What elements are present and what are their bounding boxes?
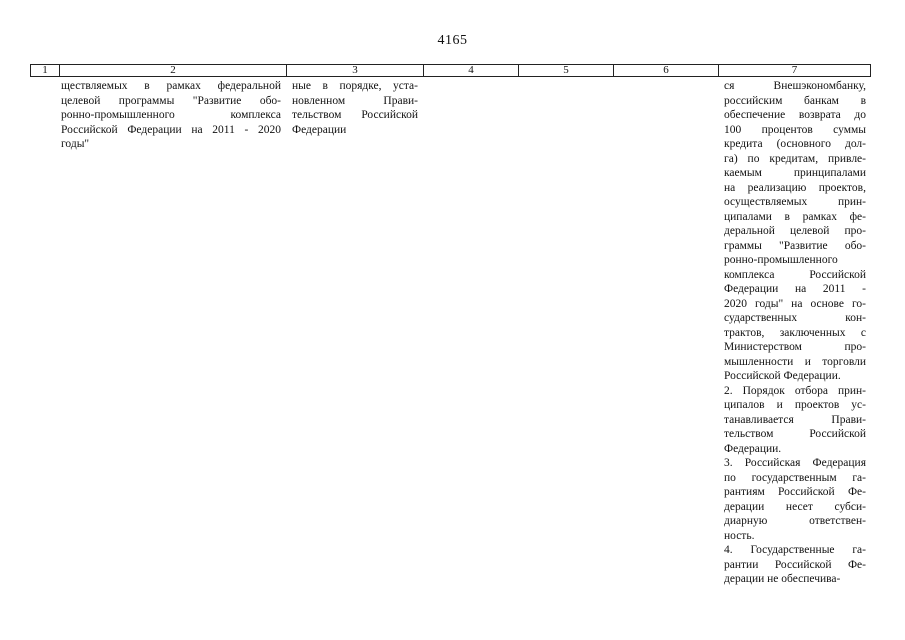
text-line: Федерации.	[724, 442, 782, 455]
column-header-4: 4	[423, 64, 518, 77]
text-line: ронно-промышленного комплекса	[61, 109, 281, 121]
text-line: Российской Федерации.	[724, 370, 841, 382]
text-line: обеспечение возврата до	[724, 109, 866, 121]
text-line: мышленности и торговли	[724, 355, 866, 368]
table-header-row	[30, 64, 871, 77]
text-line: дерации несет субси-	[724, 500, 866, 513]
text-line: 3. Российская Федерация	[724, 457, 866, 469]
text-line: ципалов и проектов ус-	[724, 399, 866, 411]
column-3-text	[292, 79, 418, 137]
text-line: 2020 годы" на основе го-	[724, 297, 866, 310]
text-line: целевой программы "Развитие обо-	[61, 94, 281, 107]
text-line: танавливается Прави-	[724, 413, 866, 426]
text-line: ществляемых в рамках федеральной	[61, 80, 281, 92]
text-line: ность.	[724, 529, 755, 542]
text-line: каемым принципалами	[724, 167, 866, 179]
text-line: Федерации на 2011 -	[724, 283, 866, 295]
text-line: тельством Российской	[292, 109, 418, 121]
page-number: 4165	[437, 33, 468, 48]
text-line: ся Внешэкономбанку,	[724, 80, 866, 92]
column-header-5: 5	[518, 64, 613, 77]
text-line: Федерации	[292, 123, 347, 136]
text-line: новленном Прави-	[292, 94, 418, 107]
text-line: осуществляемых прин-	[724, 196, 866, 208]
text-line: Министерством про-	[724, 341, 866, 353]
text-line: кредита (основного дол-	[724, 138, 866, 150]
text-line: годы"	[61, 138, 90, 150]
text-line: российским банкам в	[724, 94, 866, 107]
text-line: деральной целевой про-	[724, 225, 866, 237]
column-7-text	[724, 79, 866, 587]
text-line: Российской Федерации на 2011 - 2020	[61, 123, 281, 136]
text-line: дерации не обеспечива-	[724, 573, 841, 585]
text-line: 100 процентов суммы	[724, 123, 866, 136]
text-line: 4. Государственные га-	[724, 544, 866, 556]
column-header-7: 7	[718, 64, 871, 77]
text-line: ципалами в рамках фе-	[724, 210, 866, 223]
column-header-6: 6	[613, 64, 718, 77]
text-line: по государственным га-	[724, 471, 866, 484]
text-line: ронно-промышленного	[724, 254, 838, 266]
text-line: на реализацию проектов,	[724, 181, 866, 194]
text-line: рантиям Российской Фе-	[724, 486, 866, 498]
text-line: диарную ответствен-	[724, 515, 866, 527]
text-line: га) по кредитам, привле-	[724, 152, 866, 165]
text-line: рантии Российской Фе-	[724, 558, 866, 571]
column-header-3: 3	[286, 64, 423, 77]
column-2-text	[61, 79, 281, 152]
column-header-2: 2	[59, 64, 286, 77]
text-line: граммы "Развитие обо-	[724, 239, 866, 252]
column-header-1: 1	[30, 64, 59, 77]
text-line: комплекса Российской	[724, 268, 866, 281]
text-line: тельством Российской	[724, 428, 866, 440]
text-line: трактов, заключенных с	[724, 326, 866, 339]
text-line: ные в порядке, уста-	[292, 80, 418, 92]
text-line: сударственных кон-	[724, 312, 866, 324]
text-line: 2. Порядок отбора прин-	[724, 384, 866, 397]
